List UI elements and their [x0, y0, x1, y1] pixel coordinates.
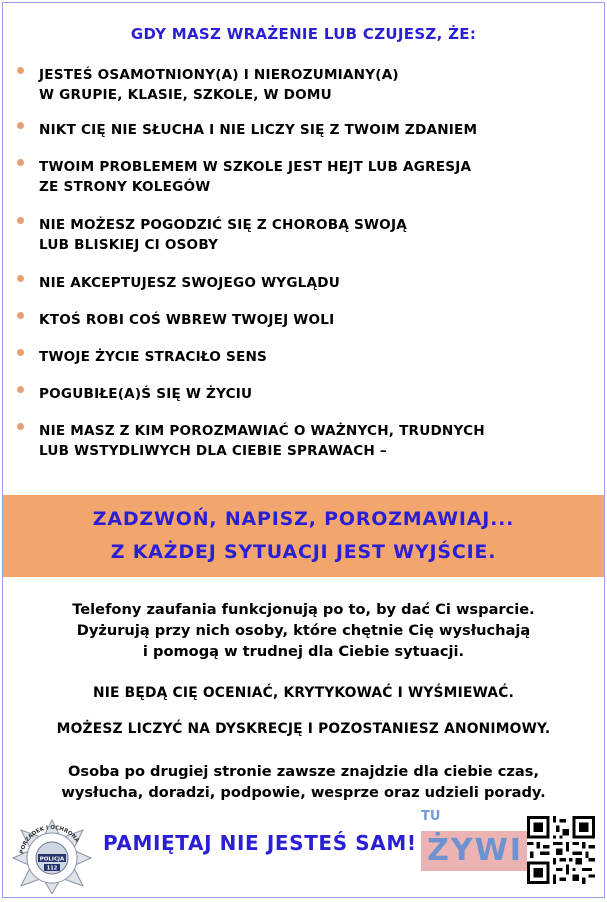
watermark-small-text: TU: [421, 809, 441, 824]
bullet-icon: [17, 386, 24, 393]
symptoms-list: [13, 65, 598, 461]
list-item: NIE MOŻESZ POGODZIĆ SIĘ Z CHOROBĄ SWOJĄ LUB BLISKIEJ CI OSOBY: [13, 215, 598, 255]
info-paragraph-availability: Osoba po drugiej stronie zawsze znajdzie dla ciebie czas, wysłucha, doradzi, podpowie, wesprze oraz udzieli porady.: [61, 763, 546, 801]
call-to-action-banner: [3, 495, 604, 577]
info-paragraph-support: Telefony zaufania funkcjonują po to, by dać Ci wsparcie. Dyżurują przy nich osoby, które chętnie Cię wysłuchają i pomogą w trudnej dla Ciebie sytuacji.: [72, 601, 535, 660]
list-item: TWOIM PROBLEMEM W SZKOLE JEST HEJT LUB AGRESJA ZE STRONY KOLEGÓW: [13, 157, 598, 197]
bullet-icon: [17, 275, 24, 282]
bullet-icon: [17, 349, 24, 356]
bullet-icon: [17, 217, 24, 224]
police-badge-icon: [11, 818, 93, 894]
page-title: GDY MASZ WRAŻENIE LUB CZUJESZ, ŻE:: [130, 25, 477, 43]
bullet-icon: [17, 423, 24, 430]
poster: [2, 2, 605, 898]
list-item: NIE AKCEPTUJESZ SWOJEGO WYGLĄDU: [13, 273, 598, 293]
footer-reminder: PAMIĘTAJ NIE JESTEŚ SAM!: [103, 831, 417, 855]
badge-number: 112: [46, 865, 58, 872]
bullet-icon: [17, 312, 24, 319]
badge-ring-text: PORZĄDEK I OCHRONA: [19, 824, 80, 855]
info-paragraph-no-judging: NIE BĘDĄ CIĘ OCENIAĆ, KRYTYKOWAĆ I WYŚMIEWAĆ.: [92, 685, 515, 701]
list-item: NIKT CIĘ NIE SŁUCHA I NIE LICZY SIĘ Z TWOIM ZDANIEM: [13, 120, 598, 140]
list-item: NIE MASZ Z KIM POROZMAWIAĆ O WAŻNYCH, TRUDNYCH LUB WSTYDLIWYCH DLA CIEBIE SPRAWACH –: [13, 421, 598, 461]
bullet-icon: [17, 159, 24, 166]
list-item: POGUBIŁE(A)Ś SIĘ W ŻYCIU: [13, 384, 598, 404]
qr-code-icon: [527, 816, 595, 884]
list-item: KTOŚ ROBI COŚ WBREW TWOJEJ WOLI: [13, 310, 598, 330]
watermark-big-text: ŻYWI: [421, 831, 529, 871]
banner-line-2: Z KAŻDEJ SYTUACJI JEST WYJŚCIE.: [110, 541, 497, 563]
bullet-icon: [17, 67, 24, 74]
info-paragraph-anonymity: MOŻESZ LICZYĆ NA DYSKRECJĘ I POZOSTANIESZ ANONIMOWY.: [56, 721, 551, 737]
badge-label: POLICJA: [39, 856, 65, 863]
banner-line-1: ZADZWOŃ, NAPISZ, POROZMAWIAJ...: [92, 508, 515, 530]
bullet-icon: [17, 122, 24, 129]
list-item: JESTEŚ OSAMOTNIONY(A) I NIEROZUMIANY(A) W GRUPIE, KLASIE, SZKOLE, W DOMU: [13, 65, 598, 105]
list-item: TWOJE ŻYCIE STRACIŁO SENS: [13, 347, 598, 367]
